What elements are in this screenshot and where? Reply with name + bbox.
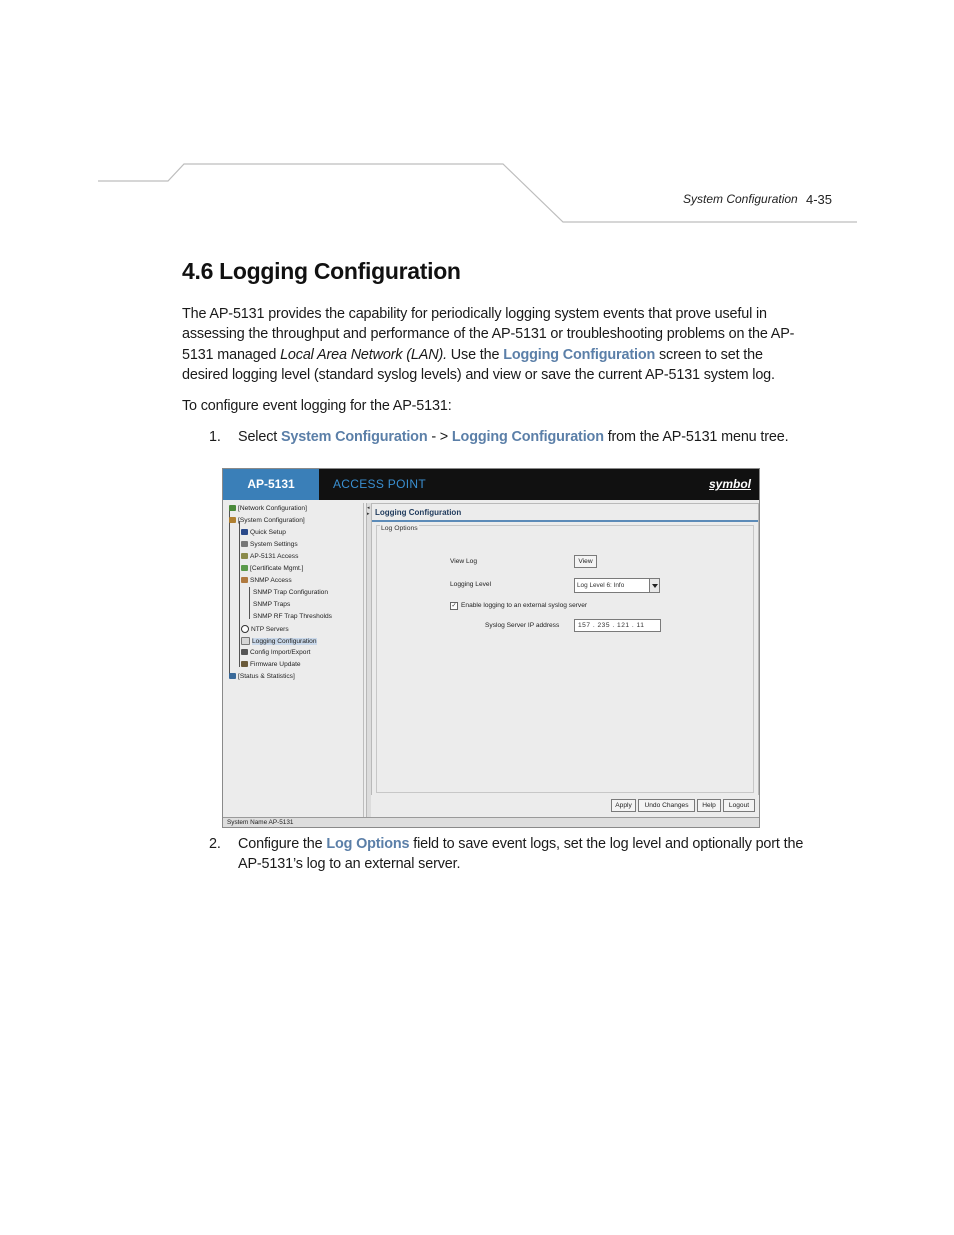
status-bar: System Name AP-5131 xyxy=(223,817,760,828)
view-log-label: View Log xyxy=(450,558,478,565)
page-number: 4-35 xyxy=(806,192,833,207)
tree-item-firmware-update[interactable]: Firmware Update xyxy=(241,661,301,668)
tree-item-config-import-export[interactable]: Config Import/Export xyxy=(241,649,310,656)
clock-icon xyxy=(241,625,249,633)
intro-paragraph: The AP-5131 provides the capability for periodically logging system events that prove useful in assessing the throughput and performance of the AP-5131 or troubleshooting problems on the AP-5131 managed Local Area Network (LAN). Use the Logging Configuration screen to set the desired logging level (standard syslog levels) and view or save the current AP-5131 system log. xyxy=(182,306,795,384)
tree-item-certificate-mgmt[interactable]: [Certificate Mgmt.] xyxy=(241,565,304,572)
panel-title: Logging Configuration xyxy=(375,508,462,517)
tree-item-quick-setup[interactable]: Quick Setup xyxy=(241,529,286,536)
logout-button[interactable]: Logout xyxy=(723,799,755,812)
undo-changes-button[interactable]: Undo Changes xyxy=(638,799,695,812)
collapse-right-icon[interactable]: ▸ xyxy=(367,511,370,517)
chart-icon xyxy=(229,673,236,679)
title-rule xyxy=(372,520,758,522)
symbol-logo: symbol xyxy=(708,477,751,491)
tree-item-system-configuration[interactable]: [System Configuration] xyxy=(229,517,305,524)
firmware-icon xyxy=(241,661,248,667)
tree-item-snmp-access[interactable]: SNMP Access xyxy=(241,577,292,584)
chevron-down-icon[interactable] xyxy=(649,579,659,592)
logging-configuration-panel xyxy=(371,503,759,797)
tree-item-snmp-rf-trap-thresholds[interactable]: SNMP RF Trap Thresholds xyxy=(253,613,332,620)
network-icon xyxy=(229,505,236,511)
access-icon xyxy=(241,553,248,559)
settings-icon xyxy=(241,541,248,547)
view-log-button[interactable]: View xyxy=(574,555,597,568)
syslog-ip-label: Syslog Server IP address xyxy=(485,622,560,629)
logging-level-label: Logging Level xyxy=(450,581,492,588)
log-options-group xyxy=(376,525,754,793)
menu-tree xyxy=(225,503,364,817)
tree-item-snmp-trap-configuration[interactable]: SNMP Trap Configuration xyxy=(253,589,329,596)
enable-syslog-checkbox[interactable]: ✓ xyxy=(451,603,457,609)
section-heading: 4.6 Logging Configuration xyxy=(182,258,461,284)
product-label: AP-5131 xyxy=(223,469,319,500)
certificate-icon xyxy=(241,565,248,571)
logging-configuration-link: Logging Configuration xyxy=(503,346,656,363)
log-icon xyxy=(241,637,250,645)
tree-item-logging-configuration[interactable]: Logging Configuration xyxy=(241,637,317,645)
logging-level-select[interactable]: Log Level 6: Info xyxy=(574,578,660,593)
tree-item-snmp-traps[interactable]: SNMP Traps xyxy=(253,601,291,608)
help-button[interactable]: Help xyxy=(697,799,721,812)
arrow-icon xyxy=(241,529,248,535)
running-header-section: System Configuration xyxy=(683,192,798,206)
import-export-icon xyxy=(241,649,248,655)
configure-intro: To configure event logging for the AP-5131: xyxy=(182,398,452,414)
banner xyxy=(223,469,759,500)
snmp-icon xyxy=(241,577,248,583)
collapse-left-icon[interactable]: ◂ xyxy=(367,505,370,511)
log-options-title: Log Options xyxy=(381,525,418,532)
syslog-ip-input[interactable]: 157 . 235 . 121 . 11 xyxy=(574,619,661,632)
enable-syslog-label: Enable logging to an external syslog server xyxy=(461,602,588,609)
tree-item-ntp-servers[interactable]: NTP Servers xyxy=(241,625,289,633)
apply-button[interactable]: Apply xyxy=(611,799,636,812)
tree-item-network-configuration[interactable]: [Network Configuration] xyxy=(229,505,307,512)
tools-icon xyxy=(229,517,236,523)
tree-item-ap5131-access[interactable]: AP-5131 Access xyxy=(241,553,298,560)
banner-title: ACCESS POINT xyxy=(333,477,426,491)
ap5131-screenshot xyxy=(222,468,760,828)
tree-item-system-settings[interactable]: System Settings xyxy=(241,541,298,548)
tree-item-status-statistics[interactable]: [Status & Statistics] xyxy=(229,673,295,680)
button-bar xyxy=(371,795,759,817)
